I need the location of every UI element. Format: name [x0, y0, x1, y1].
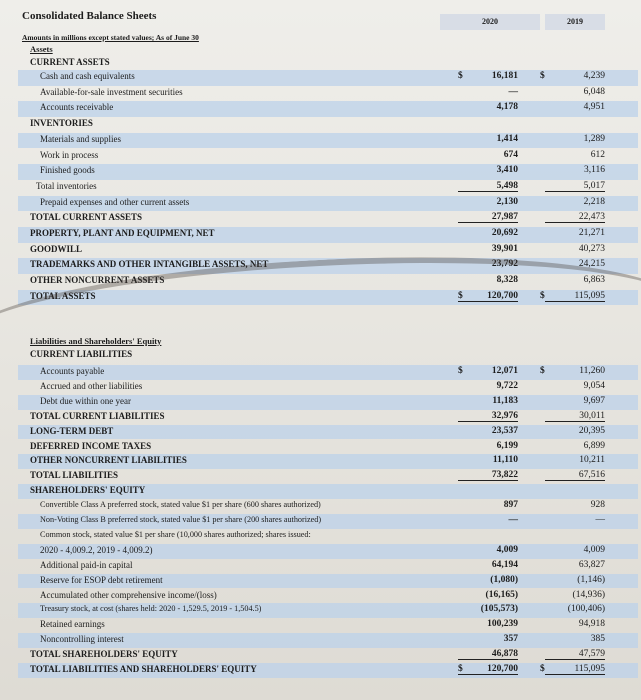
- row-label: Available-for-sale investment securities: [40, 86, 183, 97]
- value-2019: (1,146): [577, 574, 605, 585]
- row-label: OTHER NONCURRENT ASSETS: [30, 275, 165, 286]
- value-2019: 612: [590, 149, 605, 160]
- value-2019: 385: [590, 634, 605, 645]
- value-2020: 8,328: [496, 275, 518, 286]
- value-2019: 5,017: [545, 181, 605, 192]
- value-2019: 67,516: [545, 470, 605, 481]
- row-label: Total inventories: [36, 180, 97, 191]
- currency-symbol-2019: $: [540, 664, 545, 674]
- row-label: LONG-TERM DEBT: [30, 425, 114, 436]
- value-2020: 4,009: [496, 544, 518, 555]
- currency-symbol-2019: $: [540, 290, 545, 301]
- value-2019: 40,273: [578, 243, 605, 254]
- value-2019: 4,009: [583, 544, 605, 555]
- value-2020: 16,181: [491, 71, 518, 81]
- value-2020: 12,071: [491, 366, 518, 376]
- value-2019: 3,116: [583, 165, 605, 176]
- value-2019: 9,054: [583, 380, 605, 391]
- value-2020: 4,178: [496, 102, 518, 113]
- row-label: OTHER NONCURRENT LIABILITIES: [30, 455, 187, 466]
- value-2019: 9,697: [583, 395, 605, 406]
- row-label: Accumulated other comprehensive income/(loss): [40, 589, 217, 600]
- row-label: PROPERTY, PLANT AND EQUIPMENT, NET: [30, 228, 215, 238]
- row-label: SHAREHOLDERS' EQUITY: [30, 485, 146, 496]
- value-2020: 120,700: [458, 291, 518, 302]
- value-2019: 2,218: [583, 196, 605, 207]
- value-2020: 1,414: [496, 133, 518, 144]
- value-2020: 100,239: [487, 619, 518, 630]
- currency-symbol-2020: $: [458, 290, 463, 301]
- row-label: Prepaid expenses and other current assets: [40, 196, 190, 207]
- value-2020: 9,722: [496, 380, 518, 391]
- row-label: Accounts payable: [40, 366, 105, 376]
- row-label: TOTAL LIABILITIES: [30, 470, 118, 481]
- value-2019: 4,951: [583, 102, 605, 113]
- currency-symbol-2020: $: [458, 366, 463, 376]
- value-2020: 20,692: [491, 228, 518, 238]
- row-label: 2020 - 4,009.2, 2019 - 4,009.2): [40, 544, 153, 555]
- row-label: Accrued and other liabilities: [40, 380, 143, 391]
- row-label: Convertible Class A preferred stock, stated value $1 per share (600 shares authorized): [40, 500, 321, 510]
- section-heading: Assets: [30, 44, 53, 54]
- row-label: TOTAL ASSETS: [30, 290, 96, 301]
- row-label: Reserve for ESOP debt retirement: [40, 574, 163, 585]
- value-2019: 11,260: [579, 366, 605, 376]
- row-label: Noncontrolling interest: [40, 634, 124, 645]
- row-label: GOODWILL: [30, 243, 83, 254]
- value-2020: 5,498: [458, 181, 518, 192]
- row-label: DEFERRED INCOME TAXES: [30, 440, 152, 451]
- value-2020: —: [508, 515, 518, 525]
- value-2020: 120,700: [458, 664, 518, 675]
- row-label: Retained earnings: [40, 619, 105, 630]
- value-2020: 23,537: [491, 425, 518, 436]
- section-subheading: CURRENT ASSETS: [30, 57, 110, 67]
- value-2019: 928: [590, 500, 605, 511]
- value-2020: —: [508, 86, 518, 97]
- value-2020: 6,199: [496, 440, 518, 451]
- currency-symbol-2020: $: [458, 664, 463, 674]
- row-label: TOTAL CURRENT LIABILITIES: [30, 410, 165, 421]
- column-header-2019: 2019: [567, 17, 583, 26]
- row-label: Treasury stock, at cost (shares held: 2020 - 1,529.5, 2019 - 1,504.5): [40, 604, 262, 614]
- document-subtitle: Amounts in millions except stated values; As of June 30: [22, 33, 199, 42]
- value-2019: 63,827: [578, 559, 605, 570]
- currency-symbol-2019: $: [540, 71, 545, 81]
- currency-symbol-2019: $: [540, 366, 545, 376]
- value-2020: 73,822: [458, 470, 518, 481]
- value-2020: 64,194: [491, 559, 518, 570]
- row-label: Additional paid-in capital: [40, 559, 133, 570]
- value-2020: 674: [503, 149, 518, 160]
- value-2019: 94,918: [578, 619, 605, 630]
- row-label: INVENTORIES: [30, 118, 93, 129]
- value-2019: 6,863: [583, 275, 605, 286]
- value-2019: 6,048: [583, 86, 605, 97]
- value-2020: 2,130: [496, 196, 518, 207]
- value-2019: 20,395: [578, 425, 605, 436]
- value-2019: (14,936): [572, 589, 605, 600]
- row-label: TRADEMARKS AND OTHER INTANGIBLE ASSETS, NET: [30, 259, 269, 270]
- row-label: Debt due within one year: [40, 395, 131, 406]
- section-subheading: CURRENT LIABILITIES: [30, 349, 133, 359]
- row-label: TOTAL SHAREHOLDERS' EQUITY: [30, 649, 178, 660]
- value-2020: (1,080): [490, 574, 518, 585]
- value-2019: 4,239: [583, 71, 605, 81]
- value-2019: 30,011: [545, 411, 605, 422]
- value-2020: 3,410: [496, 165, 518, 176]
- row-label: Materials and supplies: [40, 133, 121, 144]
- row-label: Common stock, stated value $1 per share (10,000 shares authorized; shares issued:: [40, 529, 311, 539]
- value-2019: 10,211: [579, 455, 605, 466]
- value-2019: 115,095: [545, 664, 605, 675]
- value-2020: 897: [503, 500, 518, 511]
- value-2020: 23,792: [491, 259, 518, 270]
- value-2019: 21,271: [578, 228, 605, 238]
- row-label: Non-Voting Class B preferred stock, stated value $1 per share (200 shares authorized): [40, 515, 322, 524]
- value-2020: 39,901: [491, 243, 518, 254]
- value-2020: 11,110: [492, 455, 518, 466]
- value-2019: 24,215: [578, 259, 605, 270]
- value-2019: —: [595, 515, 605, 525]
- value-2020: 46,878: [458, 649, 518, 660]
- document-title: Consolidated Balance Sheets: [22, 10, 157, 22]
- value-2020: 27,987: [458, 212, 518, 223]
- value-2019: 115,095: [545, 291, 605, 302]
- row-label: Work in process: [40, 149, 99, 160]
- column-header-2020: 2020: [482, 17, 498, 26]
- value-2020: 11,183: [492, 395, 518, 406]
- row-label: Finished goods: [40, 165, 95, 176]
- value-2019: 47,579: [545, 649, 605, 660]
- row-label: TOTAL LIABILITIES AND SHAREHOLDERS' EQUITY: [30, 664, 257, 674]
- value-2019: (100,406): [567, 604, 605, 615]
- value-2019: 1,289: [583, 133, 605, 144]
- value-2019: 22,473: [545, 212, 605, 223]
- section-heading: Liabilities and Shareholders' Equity: [30, 336, 162, 346]
- value-2020: (105,573): [480, 604, 518, 615]
- value-2020: 357: [503, 634, 518, 645]
- value-2019: 6,899: [583, 440, 605, 451]
- row-label: Accounts receivable: [40, 102, 114, 113]
- value-2020: 32,976: [458, 411, 518, 422]
- currency-symbol-2020: $: [458, 71, 463, 81]
- row-label: Cash and cash equivalents: [40, 71, 135, 81]
- value-2020: (16,165): [485, 589, 518, 600]
- row-label: TOTAL CURRENT ASSETS: [30, 212, 143, 223]
